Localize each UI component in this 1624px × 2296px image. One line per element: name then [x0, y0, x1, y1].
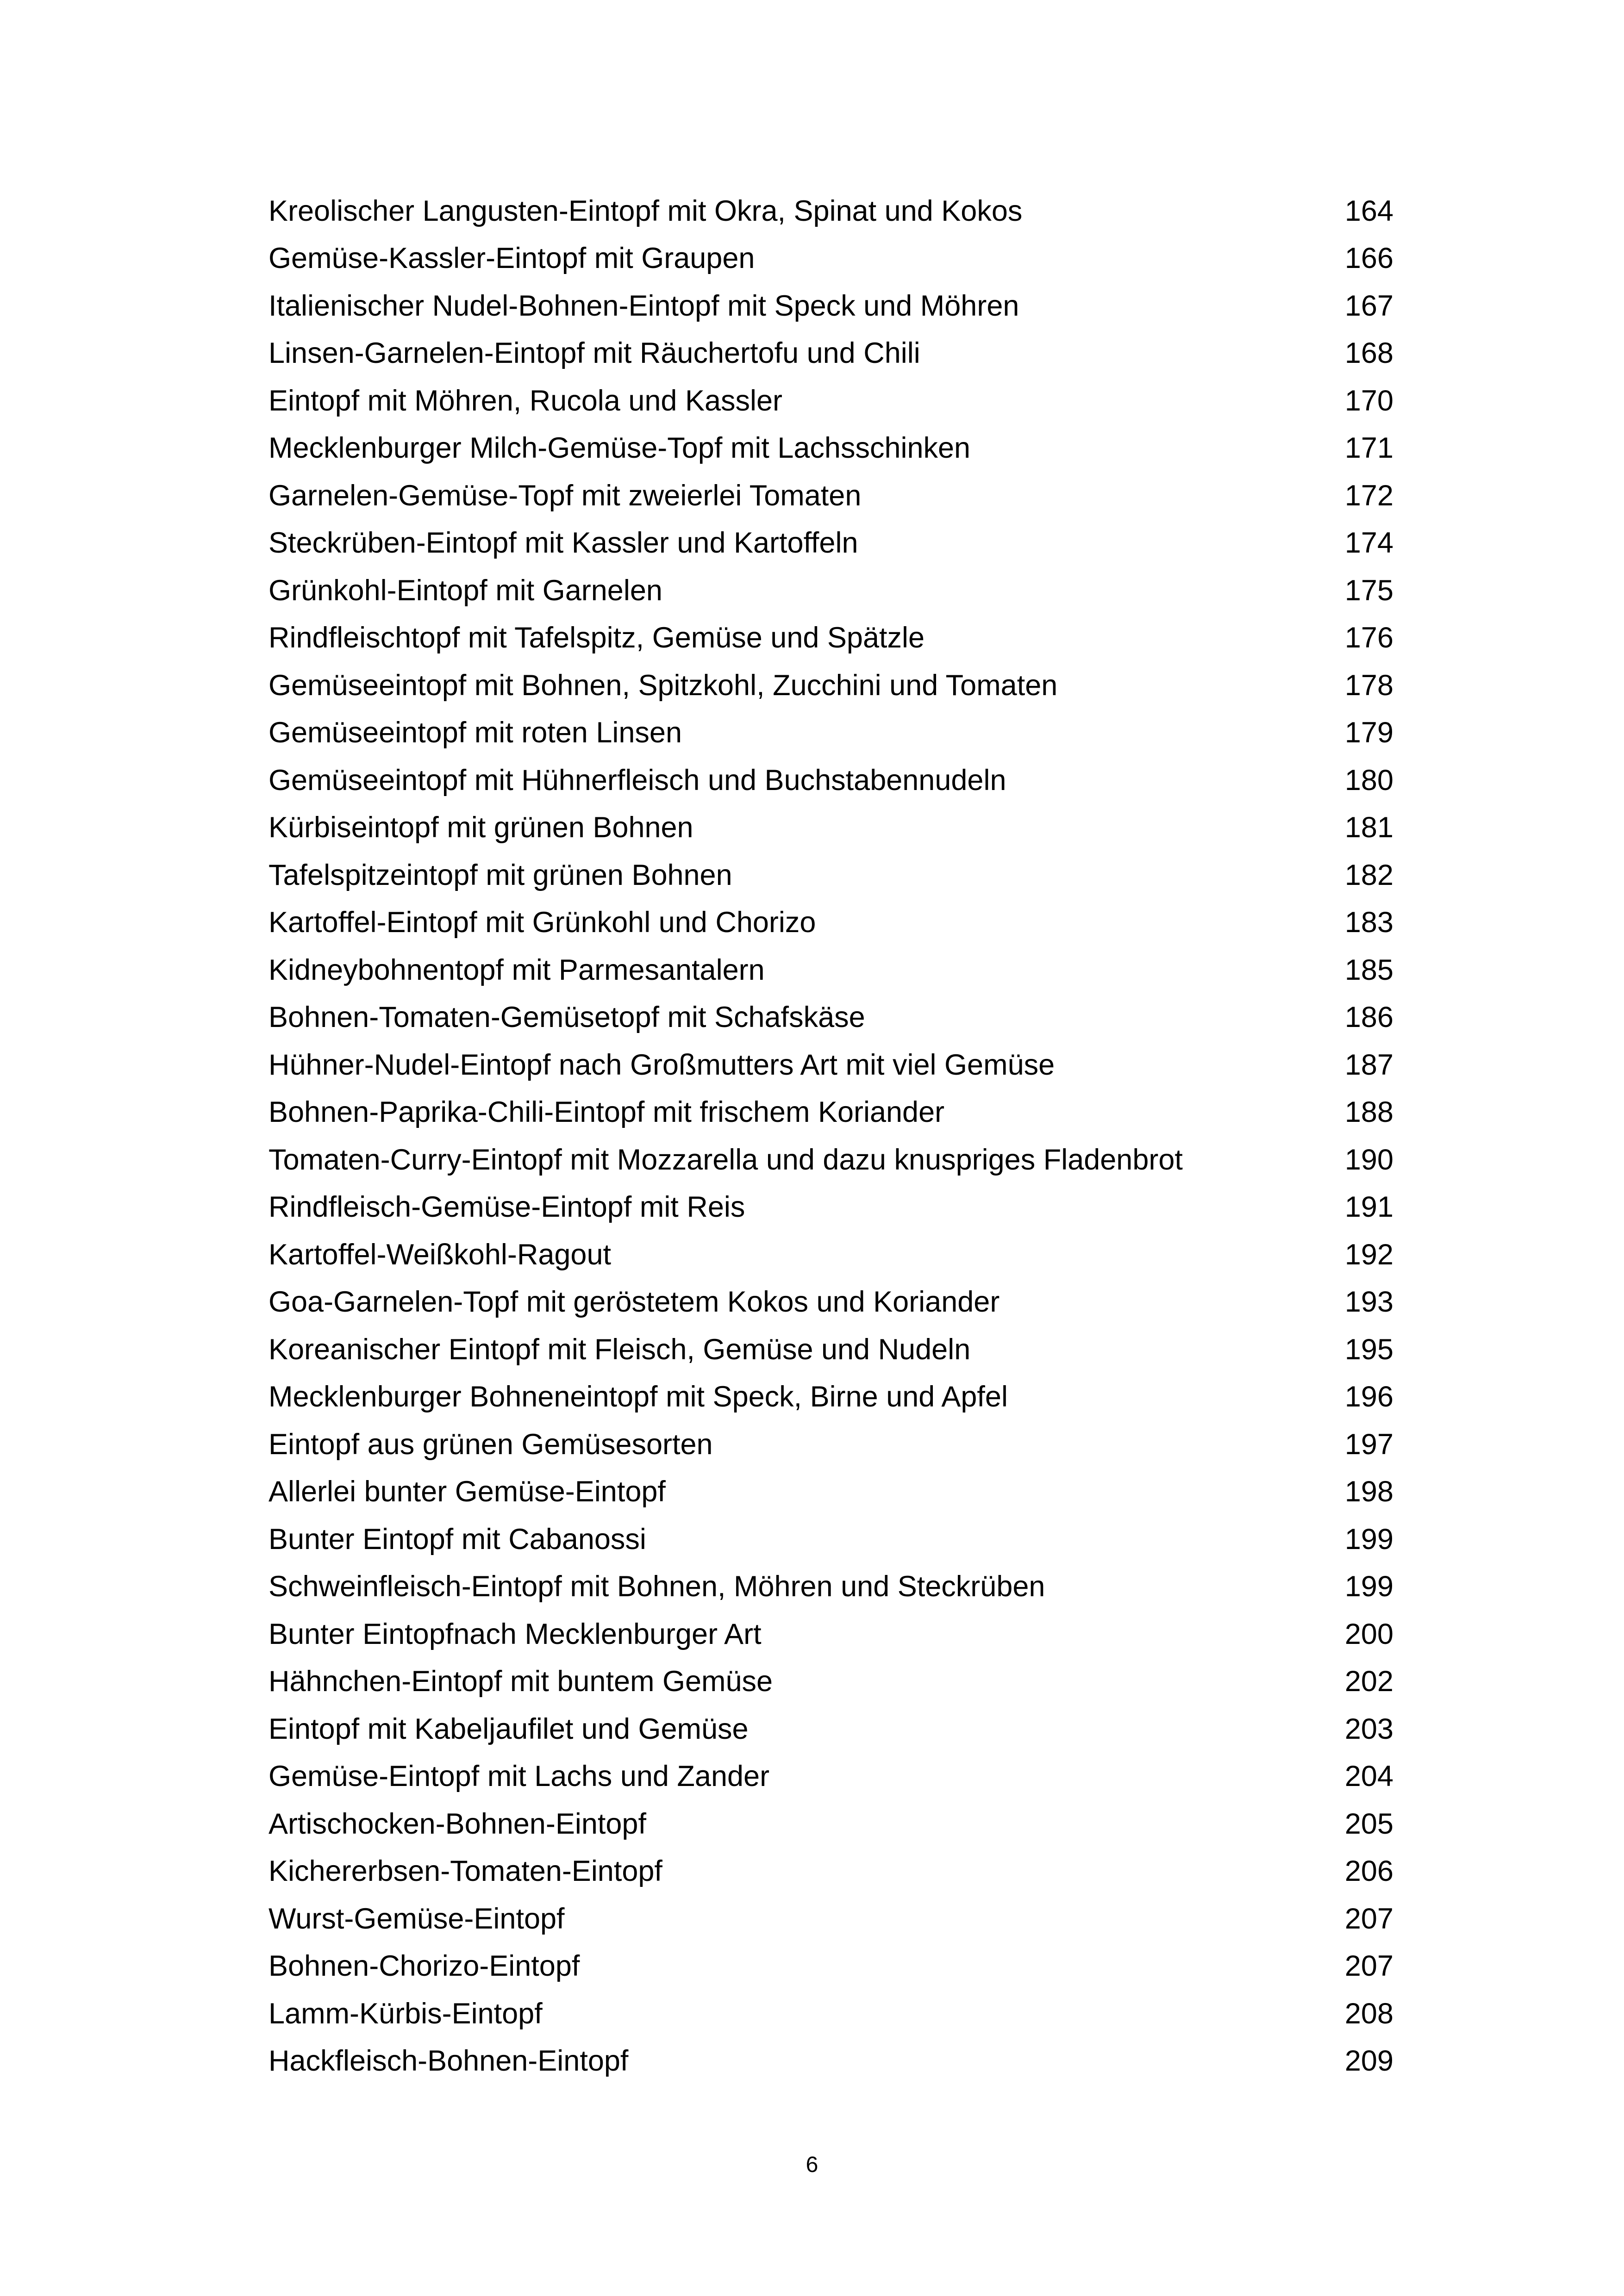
toc-entry-title: Tafelspitzeintopf mit grünen Bohnen: [269, 859, 732, 891]
toc-entry: [269, 2038, 1393, 2085]
toc-entry-title: Kidneybohnentopf mit Parmesantalern: [269, 953, 765, 986]
toc-entry-title: Gemüseeintopf mit Bohnen, Spitzkohl, Zucchini und Tomaten: [269, 669, 1058, 702]
toc-entry-title: Grünkohl-Eintopf mit Garnelen: [269, 574, 662, 607]
toc-entry-page: 183: [1344, 906, 1393, 939]
toc-entry: [269, 235, 1393, 283]
toc-entry: [269, 662, 1393, 709]
toc-entry: [269, 1279, 1393, 1326]
toc-entry-page: 202: [1344, 1665, 1393, 1698]
toc-entry-title: Kreolischer Langusten-Eintopf mit Okra, Spinat und Kokos: [269, 194, 1023, 227]
toc-entry: [269, 377, 1393, 425]
toc-entry-page: 190: [1344, 1143, 1393, 1176]
toc-entry-page: 195: [1344, 1333, 1393, 1366]
toc-entry-title: Koreanischer Eintopf mit Fleisch, Gemüse und Nudeln: [269, 1333, 971, 1366]
toc-entry-title: Gemüse-Kassler-Eintopf mit Graupen: [269, 242, 755, 275]
toc-entry-title: Rindfleisch-Gemüse-Eintopf mit Reis: [269, 1191, 745, 1224]
toc-entry-page: 187: [1344, 1048, 1393, 1081]
toc-entry-title: Linsen-Garnelen-Eintopf mit Räuchertofu und Chili: [269, 337, 920, 370]
toc-entry-page: 170: [1344, 384, 1393, 417]
toc-entry: [269, 899, 1393, 947]
toc-entry-title: Bunter Eintopfnach Mecklenburger Art: [269, 1618, 762, 1650]
toc-entry-page: 180: [1344, 764, 1393, 796]
toc-entry-title: Eintopf mit Möhren, Rucola und Kassler: [269, 384, 783, 417]
toc-entry-page: 200: [1344, 1618, 1393, 1650]
toc-entry-title: Hähnchen-Eintopf mit buntem Gemüse: [269, 1665, 773, 1698]
toc-entry: [269, 1468, 1393, 1516]
toc-entry: [269, 1658, 1393, 1706]
toc-entry-title: Mecklenburger Bohneneintopf mit Speck, Birne und Apfel: [269, 1381, 1008, 1413]
toc-entry-page: 206: [1344, 1855, 1393, 1888]
toc-entry: [269, 1089, 1393, 1137]
toc-entry-title: Lamm-Kürbis-Eintopf: [269, 1997, 543, 2030]
toc-entry: [269, 1943, 1393, 1991]
toc-entry: [269, 1705, 1393, 1753]
toc-entry-page: 168: [1344, 337, 1393, 370]
toc-entry: [269, 1990, 1393, 2038]
toc-entry-title: Wurst-Gemüse-Eintopf: [269, 1902, 565, 1935]
toc-entry-page: 166: [1344, 242, 1393, 275]
toc-entry: [269, 709, 1393, 757]
toc-entry-title: Gemüseeintopf mit roten Linsen: [269, 716, 682, 749]
toc-entry-page: 176: [1344, 622, 1393, 654]
toc-entry-title: Hackfleisch-Bohnen-Eintopf: [269, 2045, 629, 2078]
toc-entry-title: Bohnen-Tomaten-Gemüsetopf mit Schafskäse: [269, 1001, 865, 1034]
toc-entry: [269, 804, 1393, 852]
toc-entry-page: 181: [1344, 811, 1393, 844]
toc-entry: [269, 852, 1393, 899]
toc-entry-page: 171: [1344, 432, 1393, 465]
toc-entry-page: 197: [1344, 1428, 1393, 1461]
toc-entry-page: 204: [1344, 1760, 1393, 1793]
toc-entry: [269, 1184, 1393, 1232]
toc-entry: [269, 615, 1393, 662]
toc-entry: [269, 330, 1393, 378]
toc-entry-title: Steckrüben-Eintopf mit Kassler und Kartoffeln: [269, 527, 858, 560]
page-number: 6: [806, 2153, 818, 2177]
toc-entry-page: 188: [1344, 1096, 1393, 1129]
toc-entry-title: Bohnen-Chorizo-Eintopf: [269, 1950, 580, 1983]
toc-entry-title: Allerlei bunter Gemüse-Eintopf: [269, 1475, 666, 1508]
toc-entry-title: Mecklenburger Milch-Gemüse-Topf mit Lachsschinken: [269, 432, 971, 465]
toc-entry: [269, 946, 1393, 994]
toc-entry-page: 172: [1344, 479, 1393, 512]
toc-entry-page: 164: [1344, 194, 1393, 227]
toc-entry-page: 192: [1344, 1238, 1393, 1271]
toc-entry-title: Tomaten-Curry-Eintopf mit Mozzarella und dazu knuspriges Fladenbrot: [269, 1143, 1183, 1176]
toc-entry-page: 179: [1344, 716, 1393, 749]
toc-entry: [269, 567, 1393, 615]
toc-entry-page: 175: [1344, 574, 1393, 607]
toc-entry-page: 191: [1344, 1191, 1393, 1224]
toc-entry-page: 208: [1344, 1997, 1393, 2030]
toc-entry: [269, 282, 1393, 330]
toc-entry-page: 199: [1344, 1570, 1393, 1603]
toc-entry-title: Goa-Garnelen-Topf mit geröstetem Kokos und Koriander: [269, 1286, 1000, 1319]
toc-entry-page: 182: [1344, 859, 1393, 891]
toc-entry: [269, 520, 1393, 567]
toc-entry-title: Kartoffel-Eintopf mit Grünkohl und Chorizo: [269, 906, 816, 939]
toc-entry-page: 199: [1344, 1523, 1393, 1556]
toc-entry-title: Eintopf aus grünen Gemüsesorten: [269, 1428, 713, 1461]
toc-entry-title: Kichererbsen-Tomaten-Eintopf: [269, 1855, 662, 1888]
toc-entry-page: 209: [1344, 2045, 1393, 2078]
toc-entry: [269, 1753, 1393, 1801]
toc-entry: [269, 1848, 1393, 1896]
toc-entry: [269, 187, 1393, 235]
toc-entry-title: Kartoffel-Weißkohl-Ragout: [269, 1238, 612, 1271]
toc-entry: [269, 1041, 1393, 1089]
toc-entry: [269, 1421, 1393, 1468]
toc-entry-title: Italienischer Nudel-Bohnen-Eintopf mit Speck und Möhren: [269, 289, 1019, 322]
toc-entry-title: Gemüseeintopf mit Hühnerfleisch und Buchstabennudeln: [269, 764, 1006, 796]
toc-entry-page: 198: [1344, 1475, 1393, 1508]
toc-entry: [269, 757, 1393, 804]
toc-entry-page: 207: [1344, 1950, 1393, 1983]
toc-entry-title: Schweinfleisch-Eintopf mit Bohnen, Möhren und Steckrüben: [269, 1570, 1045, 1603]
toc-entry-page: 205: [1344, 1807, 1393, 1840]
toc-entry: [269, 1326, 1393, 1374]
toc-entry-page: 185: [1344, 953, 1393, 986]
toc-entry: [269, 1611, 1393, 1658]
toc-entry: [269, 1231, 1393, 1279]
toc-entry: [269, 472, 1393, 520]
toc-entry-title: Bunter Eintopf mit Cabanossi: [269, 1523, 646, 1556]
table-of-contents: [269, 187, 1393, 2085]
toc-entry-title: Hühner-Nudel-Eintopf nach Großmutters Art mit viel Gemüse: [269, 1048, 1055, 1081]
toc-entry-page: 207: [1344, 1902, 1393, 1935]
toc-entry-page: 167: [1344, 289, 1393, 322]
toc-entry: [269, 1563, 1393, 1611]
toc-entry-title: Kürbiseintopf mit grünen Bohnen: [269, 811, 693, 844]
toc-entry-title: Garnelen-Gemüse-Topf mit zweierlei Tomaten: [269, 479, 862, 512]
toc-entry-title: Eintopf mit Kabeljaufilet und Gemüse: [269, 1712, 749, 1745]
toc-entry: [269, 1800, 1393, 1848]
toc-entry-title: Artischocken-Bohnen-Eintopf: [269, 1807, 646, 1840]
toc-entry-title: Bohnen-Paprika-Chili-Eintopf mit frischem Koriander: [269, 1096, 945, 1129]
toc-entry-page: 203: [1344, 1712, 1393, 1745]
toc-entry-page: 193: [1344, 1286, 1393, 1319]
toc-entry: [269, 994, 1393, 1042]
toc-entry-page: 178: [1344, 669, 1393, 702]
toc-entry-title: Gemüse-Eintopf mit Lachs und Zander: [269, 1760, 770, 1793]
toc-entry: [269, 1136, 1393, 1184]
toc-entry-page: 186: [1344, 1001, 1393, 1034]
toc-entry: [269, 1895, 1393, 1943]
toc-entry-page: 174: [1344, 527, 1393, 560]
toc-entry: [269, 1516, 1393, 1563]
toc-entry: [269, 425, 1393, 473]
toc-entry-title: Rindfleischtopf mit Tafelspitz, Gemüse und Spätzle: [269, 622, 925, 654]
toc-entry-page: 196: [1344, 1381, 1393, 1413]
toc-entry: [269, 1374, 1393, 1421]
